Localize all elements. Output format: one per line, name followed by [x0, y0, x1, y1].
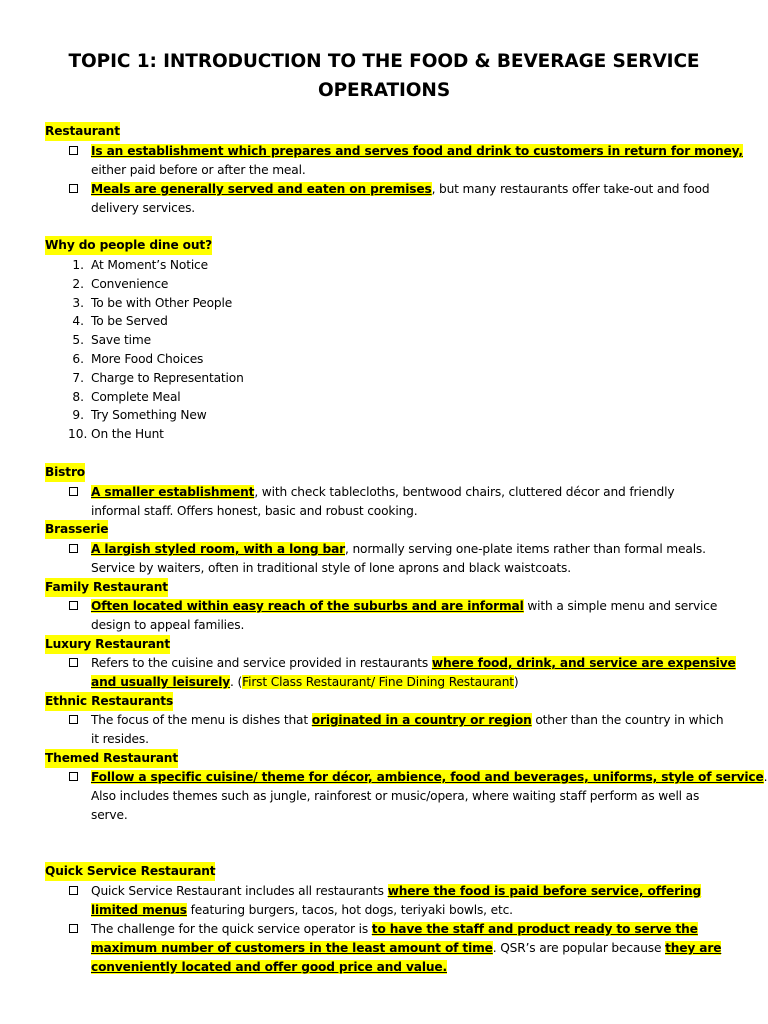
list-item-number: 6.	[72, 352, 84, 366]
highlighted-text: Meals are generally served and eaten on premises	[91, 182, 432, 196]
bullet-text: Service by waiters, often in traditional style of lone aprons and black waistcoats.	[91, 561, 571, 575]
bullet-text: either paid before or after the meal.	[91, 163, 306, 177]
bullet-text: design to appeal families.	[91, 618, 245, 632]
bullet-text: Follow a specific cuisine/ theme for décor, ambience, food and beverages, uniforms, style of service.	[91, 770, 768, 784]
list-item: Charge to Representation	[91, 371, 244, 385]
checkbox-bullet-icon	[69, 886, 78, 895]
bullet-text: The focus of the menu is dishes that originated in a country or region other than the country in which	[91, 713, 724, 727]
bullet-text: Also includes themes such as jungle, rainforest or music/opera, where waiting staff perform as well as	[91, 789, 700, 803]
bullet-text: A smaller establishment, with check tablecloths, bentwood chairs, cluttered décor and friendly	[91, 485, 675, 499]
section-heading-brasserie: Brasserie	[45, 520, 108, 539]
list-item: To be Served	[91, 314, 168, 328]
list-item: Try Something New	[91, 408, 207, 422]
bullet-text: Often located within easy reach of the suburbs and are informal with a simple menu and service	[91, 599, 718, 613]
bullet-text: it resides.	[91, 732, 149, 746]
list-item: At Moment’s Notice	[91, 258, 208, 272]
checkbox-bullet-icon	[69, 658, 78, 667]
highlighted-text: and usually leisurely	[91, 675, 231, 689]
bullet-text: A largish styled room, with a long bar, normally serving one-plate items rather than formal meals.	[91, 542, 706, 556]
highlighted-text: originated in a country or region	[311, 713, 532, 727]
highlighted-text: Is an establishment which prepares and serves food and drink to customers in return for money,	[91, 144, 743, 158]
section-heading-family-restaurant: Family Restaurant	[45, 578, 168, 597]
highlighted-text: limited menus	[91, 903, 187, 917]
highlighted-text: A largish styled room, with a long bar	[91, 542, 346, 556]
bullet-text: maximum number of customers in the least amount of time. QSR’s are popular because they are	[91, 941, 722, 955]
checkbox-bullet-icon	[69, 601, 78, 610]
bullet-text: limited menus featuring burgers, tacos, hot dogs, teriyaki bowls, etc.	[91, 903, 513, 917]
section-heading-themed-restaurant: Themed Restaurant	[45, 749, 178, 768]
highlighted-text: Follow a specific cuisine/ theme for décor, ambience, food and beverages, uniforms, style of service	[91, 770, 764, 784]
list-item-number: 3.	[72, 296, 84, 310]
section-heading-bistro: Bistro	[45, 463, 85, 482]
list-item-number: 1.	[72, 258, 84, 272]
list-item-number: 4.	[72, 314, 84, 328]
highlighted-text: conveniently located and offer good price and value.	[91, 960, 447, 974]
list-item: On the Hunt	[91, 427, 164, 441]
section-heading-restaurant: Restaurant	[45, 122, 120, 141]
checkbox-bullet-icon	[69, 715, 78, 724]
checkbox-bullet-icon	[69, 924, 78, 933]
list-item-number: 2.	[72, 277, 84, 291]
highlighted-text: where the food is paid before service, offering	[387, 884, 702, 898]
bullet-text: delivery services.	[91, 201, 195, 215]
highlighted-text: First Class Restaurant/ Fine Dining Restaurant	[242, 675, 514, 689]
section-heading-ethnic-restaurants: Ethnic Restaurants	[45, 692, 173, 711]
highlighted-text: where food, drink, and service are expensive	[431, 656, 736, 670]
list-item-number: 10.	[68, 427, 88, 441]
bullet-text: serve.	[91, 808, 128, 822]
highlighted-text: they are	[665, 941, 722, 955]
bullet-text: informal staff. Offers honest, basic and robust cooking.	[91, 504, 418, 518]
page-title-continued: OPERATIONS	[317, 80, 451, 101]
list-item: Save time	[91, 333, 151, 347]
list-item: To be with Other People	[91, 296, 233, 310]
checkbox-bullet-icon	[69, 544, 78, 553]
bullet-text: Quick Service Restaurant includes all restaurants where the food is paid before service, offering	[91, 884, 702, 898]
list-item: Convenience	[91, 277, 169, 291]
checkbox-bullet-icon	[69, 487, 78, 496]
checkbox-bullet-icon	[69, 146, 78, 155]
highlighted-text: Often located within easy reach of the suburbs and are informal	[91, 599, 524, 613]
list-item-number: 9.	[72, 408, 84, 422]
list-item: More Food Choices	[91, 352, 204, 366]
highlighted-text: to have the staff and product ready to serve the	[371, 922, 698, 936]
list-item: Complete Meal	[91, 390, 181, 404]
bullet-text: Refers to the cuisine and service provided in restaurants where food, drink, and service are expensive	[91, 656, 736, 670]
list-item-number: 8.	[72, 390, 84, 404]
list-item-number: 5.	[72, 333, 84, 347]
section-heading-quick-service-restaurant: Quick Service Restaurant	[45, 862, 215, 881]
bullet-text: Meals are generally served and eaten on premises, but many restaurants offer take-out and food	[91, 182, 710, 196]
checkbox-bullet-icon	[69, 184, 78, 193]
page-title: TOPIC 1: INTRODUCTION TO THE FOOD & BEVERAGE SERVICE	[68, 51, 700, 72]
bullet-text: and usually leisurely. (First Class Restaurant/ Fine Dining Restaurant)	[91, 675, 519, 689]
highlighted-text: A smaller establishment	[91, 485, 255, 499]
highlighted-text: maximum number of customers in the least amount of time	[91, 941, 493, 955]
section-heading-luxury-restaurant: Luxury Restaurant	[45, 635, 170, 654]
checkbox-bullet-icon	[69, 772, 78, 781]
bullet-text: The challenge for the quick service operator is to have the staff and product ready to serve the	[91, 922, 698, 936]
list-item-number: 7.	[72, 371, 84, 385]
bullet-text	[91, 142, 743, 161]
section-heading-why-dine-out: Why do people dine out?	[45, 236, 212, 255]
bullet-text	[91, 958, 447, 977]
